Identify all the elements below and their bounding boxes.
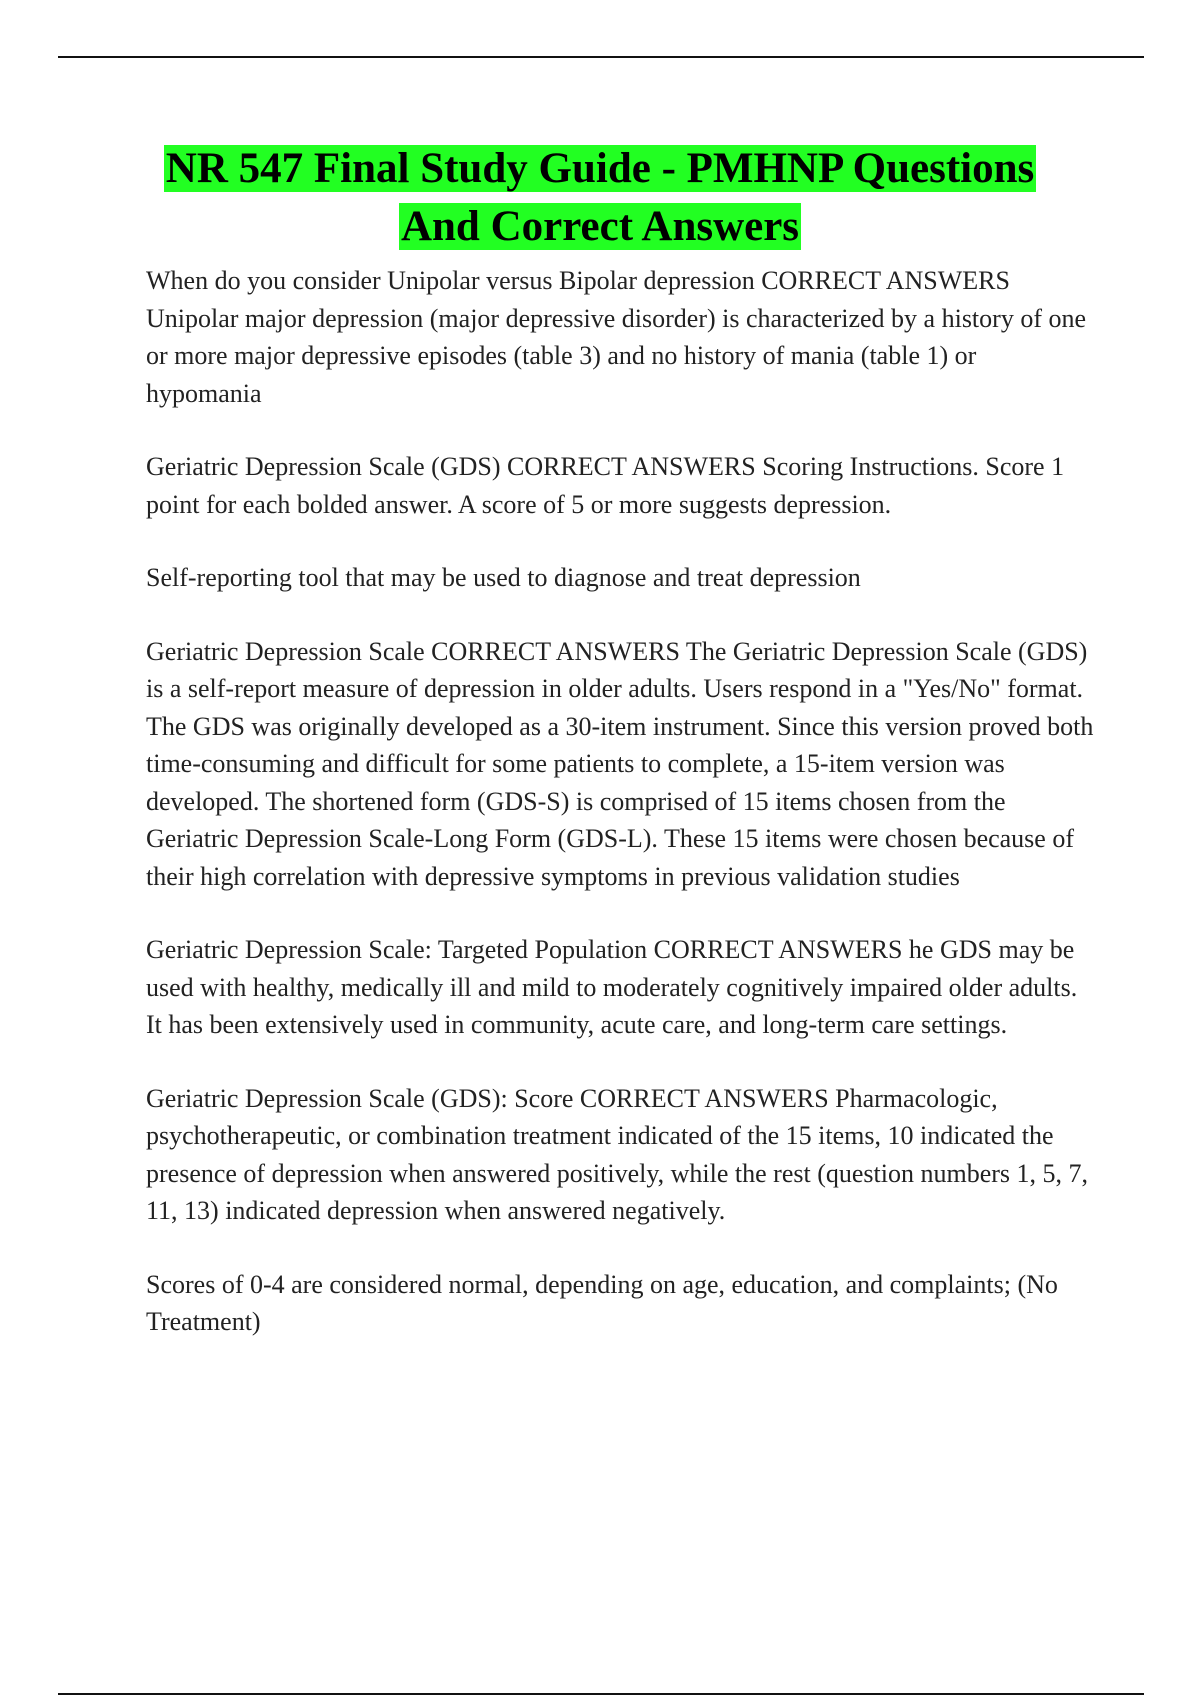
paragraph-gds-population: Geriatric Depression Scale: Targeted Population CORRECT ANSWERS he GDS may be used with healthy, medically ill and mild to moderately cognitively impaired older adults. It has been extensively used in community, acute care, and long-term care settings.	[146, 935, 1078, 1039]
page-title	[100, 140, 1100, 256]
bottom-rule	[58, 1693, 1144, 1695]
paragraph-gds-score: Geriatric Depression Scale (GDS): Score CORRECT ANSWERS Pharmacologic, psychotherapeutic, or combination treatment indicated of the 15 items, 10 indicated the presence of depression when answered positively, while the rest (question numbers 1, 5, 7, 11, 13) indicated depression when answered negatively.	[146, 1083, 1089, 1225]
document-body	[146, 262, 1096, 1377]
title-block	[100, 140, 1100, 256]
paragraph-unipolar-bipolar: When do you consider Unipolar versus Bipolar depression CORRECT ANSWERS Unipolar major depression (major depressive disorder) is characterized by a history of one or more major depressive episodes (table 3) and no history of mania (table 1) or hypomania	[146, 266, 1087, 408]
paragraph-normal-scores: Scores of 0-4 are considered normal, depending on age, education, and complaints; (No Treatment)	[146, 1269, 1058, 1336]
paragraph-self-reporting-tool: Self-reporting tool that may be used to diagnose and treat depression	[146, 563, 861, 592]
title-line-1: NR 547 Final Study Guide - PMHNP Questions	[165, 145, 1035, 192]
title-line-2: And Correct Answers	[400, 203, 800, 250]
paragraph-gds-description: Geriatric Depression Scale CORRECT ANSWERS The Geriatric Depression Scale (GDS) is a self-report measure of depression in older adults. Users respond in a "Yes/No" format. The GDS was originally developed as a 30-item instrument. Since this version proved both time-consuming and difficult for some patients to complete, a 15-item version was developed. The shortened form (GDS-S) is comprised of 15 items chosen from the Geriatric Depression Scale-Long Form (GDS-L). These 15 items were chosen because of their high correlation with depressive symptoms in previous validation studies	[146, 636, 1094, 891]
top-rule	[58, 56, 1144, 58]
paragraph-gds-scoring: Geriatric Depression Scale (GDS) CORRECT ANSWERS Scoring Instructions. Score 1 point for each bolded answer. A score of 5 or more suggests depression.	[146, 452, 1065, 519]
